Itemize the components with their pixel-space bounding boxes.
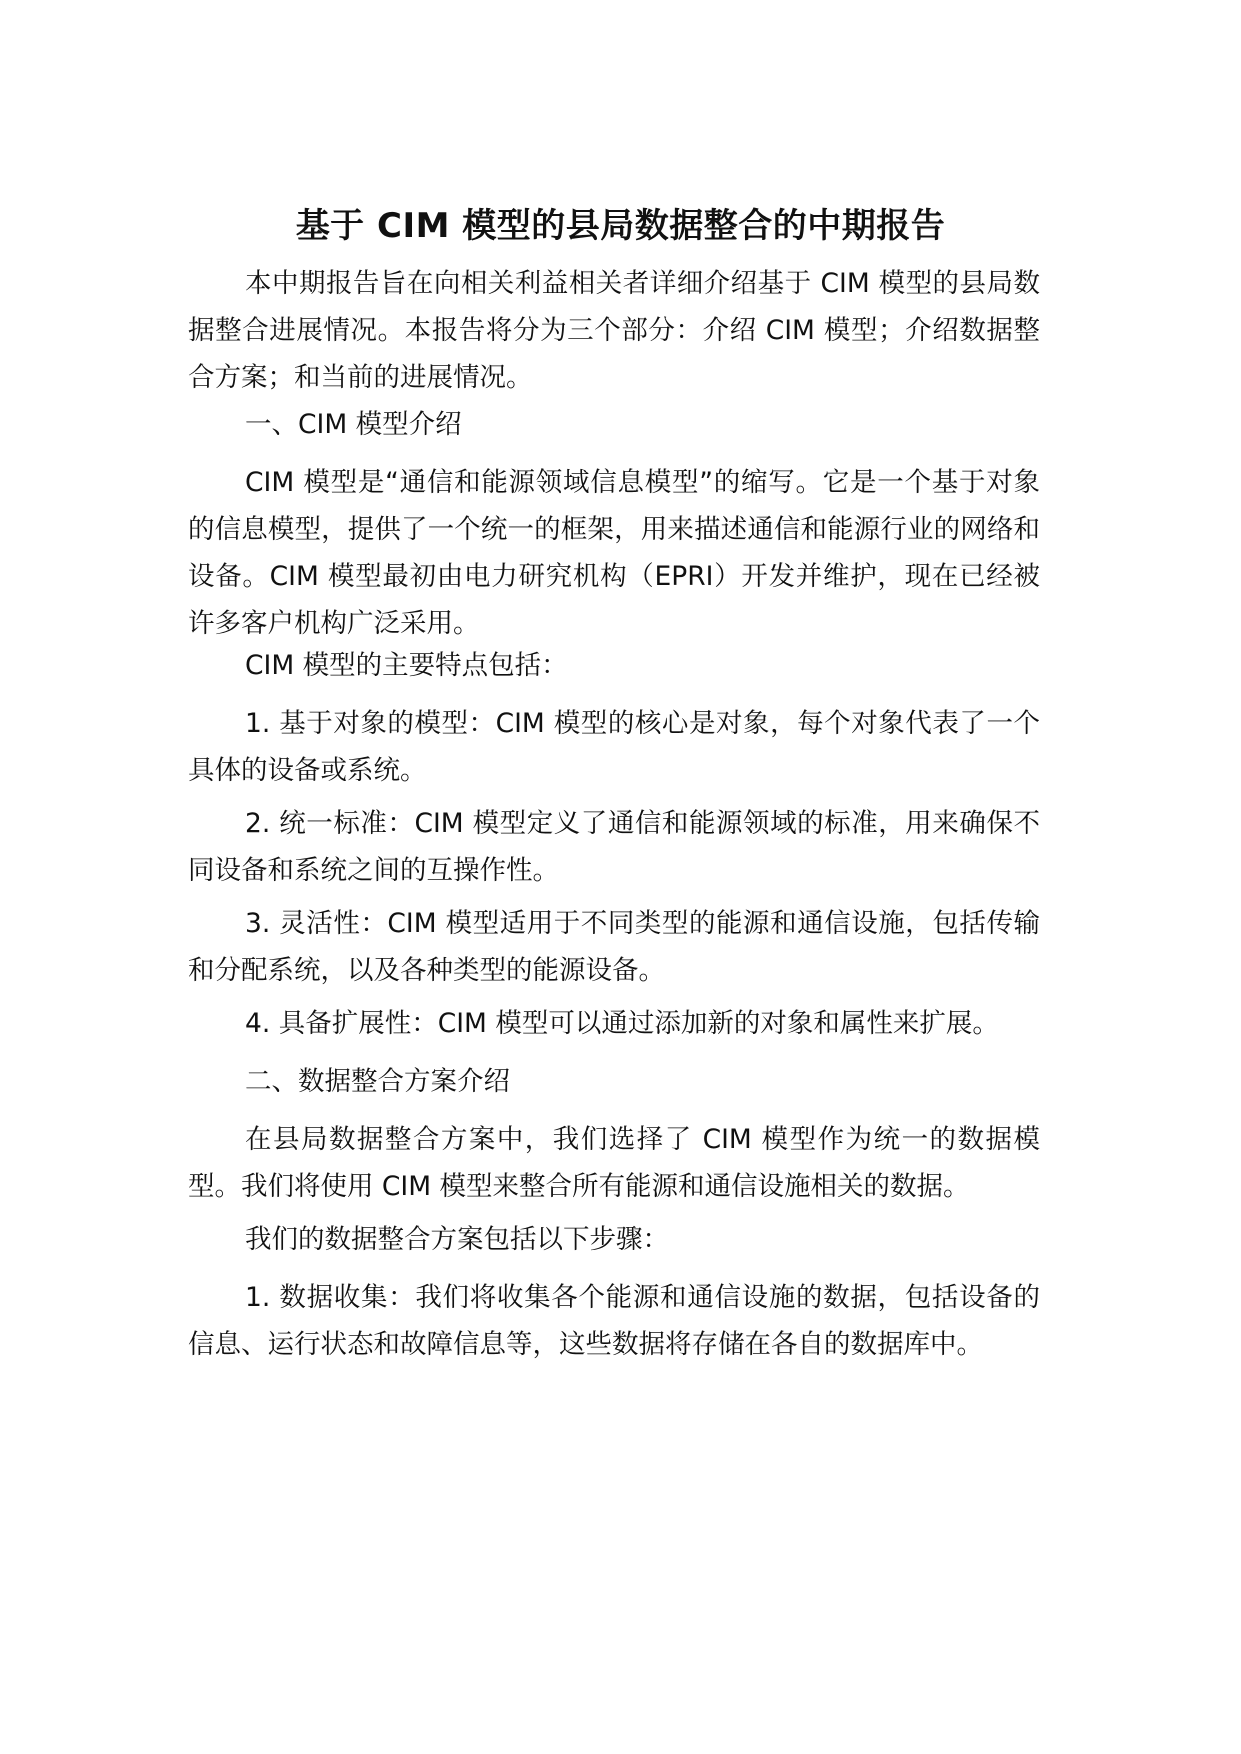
cim-definition-paragraph: CIM 模型是“通信和能源领域信息模型”的缩写。它是一个基于对象的信息模型，提供了一个统一的框架，用来描述通信和能源行业的网络和设备。CIM 模型最初由电力研究机构（EPRI）开发并维护，现在已经被许多客户机构广泛采用。 <box>188 467 1040 639</box>
integration-paragraph: 在县局数据整合方案中，我们选择了 CIM 模型作为统一的数据模型。我们将使用 CIM 模型来整合所有能源和通信设施相关的数据。 <box>188 1124 1040 1202</box>
feature-item-4: 4. 具备扩展性：CIM 模型可以通过添加新的对象和属性来扩展。 <box>245 1008 999 1039</box>
feature-item-3: 3. 灵活性：CIM 模型适用于不同类型的能源和通信设施，包括传输和分配系统，以及各种类型的能源设备。 <box>188 908 1040 986</box>
step-item-1: 1. 数据收集：我们将收集各个能源和通信设施的数据，包括设备的信息、运行状态和故障信息等，这些数据将存储在各自的数据库中。 <box>188 1282 1040 1360</box>
section-heading-integration: 二、数据整合方案介绍 <box>245 1066 510 1097</box>
integration-steps-lead: 我们的数据整合方案包括以下步骤： <box>245 1224 669 1255</box>
feature-item-1: 1. 基于对象的模型：CIM 模型的核心是对象，每个对象代表了一个具体的设备或系统。 <box>188 708 1040 786</box>
section-heading-cim-intro: 一、CIM 模型介绍 <box>245 409 462 440</box>
cim-features-lead: CIM 模型的主要特点包括： <box>245 650 568 681</box>
intro-paragraph: 本中期报告旨在向相关利益相关者详细介绍基于 CIM 模型的县局数据整合进展情况。本报告将分为三个部分：介绍 CIM 模型；介绍数据整合方案；和当前的进展情况。 <box>188 268 1040 393</box>
feature-item-2: 2. 统一标准：CIM 模型定义了通信和能源领域的标准，用来确保不同设备和系统之间的互操作性。 <box>188 808 1040 886</box>
document-title: 基于 CIM 模型的县局数据整合的中期报告 <box>295 205 946 246</box>
